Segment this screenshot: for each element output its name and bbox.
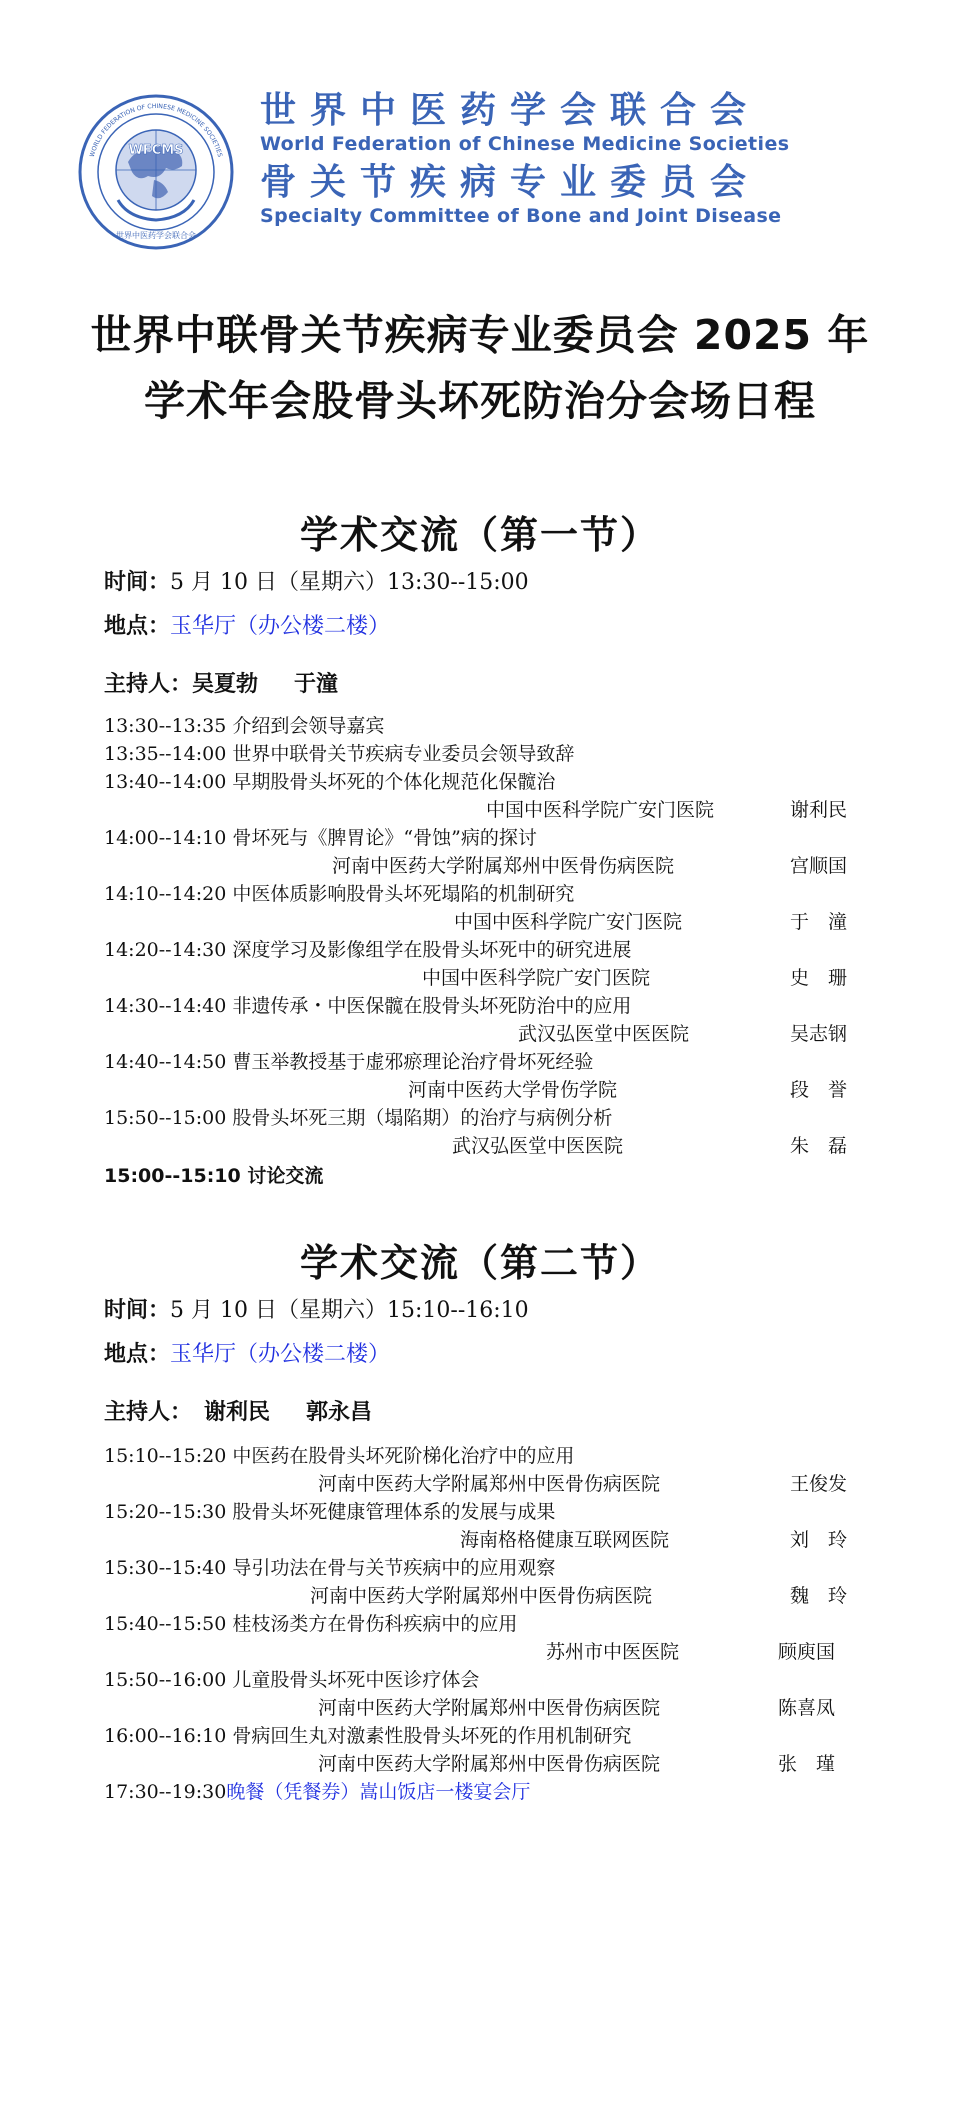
agenda-topic: 早期股骨头坏死的个体化规范化保髋治 <box>232 771 556 793</box>
agenda-time: 15:50--15:00 <box>104 1107 227 1129</box>
agenda-time: 13:30--13:35 <box>104 715 227 737</box>
agenda-affiliation: 河南中医药大学附属郑州中医骨伤病医院 <box>318 1697 661 1719</box>
agenda-speaker: 谢利民 <box>790 799 848 821</box>
agenda-speaker: 张 瑾 <box>778 1753 836 1775</box>
agenda-row <box>104 1722 631 1750</box>
agenda-speaker: 顾庾国 <box>778 1641 836 1663</box>
agenda-speaker: 段 誉 <box>790 1079 848 1101</box>
session-2-heading: 学术交流（第二节） <box>299 1240 660 1285</box>
place-value: 玉华厅（办公楼二楼） <box>170 614 391 639</box>
agenda-affiliation: 河南中医药大学附属郑州中医骨伤病医院 <box>332 855 675 877</box>
agenda-topic: 儿童股骨头坏死中医诊疗体会 <box>232 1669 480 1691</box>
page-title-line-1: 世界中联骨关节疾病专业委员会 2025 年 <box>90 311 870 359</box>
agenda-speaker: 陈喜凤 <box>778 1697 836 1719</box>
wfcms-logo <box>76 92 236 252</box>
agenda-topic: 曹玉举教授基于虚邪瘀理论治疗骨坏死经验 <box>232 1051 594 1073</box>
agenda-row <box>104 1442 574 1470</box>
agenda-time: 15:30--15:40 <box>104 1557 227 1579</box>
agenda-topic: 骨病回生丸对激素性股骨头坏死的作用机制研究 <box>232 1725 632 1747</box>
agenda-time: 13:40--14:00 <box>104 771 227 793</box>
agenda-time: 15:20--15:30 <box>104 1501 227 1523</box>
session-1-hosts <box>104 670 338 700</box>
agenda-row <box>104 936 631 964</box>
logo-bottom-text: 世界中医药学会联合会 <box>116 231 196 240</box>
agenda-affiliation: 中国中医科学院广安门医院 <box>454 911 683 933</box>
session-1-place <box>104 612 390 642</box>
agenda-time: 15:40--15:50 <box>104 1613 227 1635</box>
host-name: 郭永昌 <box>306 1400 373 1425</box>
agenda-speaker: 吴志钢 <box>790 1023 848 1045</box>
org-name-cn: 世界中医药学会联合会 <box>260 90 761 131</box>
agenda-row <box>104 992 631 1020</box>
agenda-topic: 世界中联骨关节疾病专业委员会领导致辞 <box>232 743 575 765</box>
logo-center-text: WFCMS <box>128 143 184 158</box>
agenda-row <box>104 1162 323 1190</box>
session-2-place <box>104 1340 390 1370</box>
org-name-en: World Federation of Chinese Medicine Societies <box>260 133 790 155</box>
agenda-topic: 中医药在股骨头坏死阶梯化治疗中的应用 <box>232 1445 575 1467</box>
agenda-affiliation: 武汉弘医堂中医医院 <box>452 1135 624 1157</box>
agenda-row <box>104 1048 593 1076</box>
logo-ring-text: WORLD FEDERATION OF CHINESE MEDICINE SOCIETIES <box>88 102 224 158</box>
agenda-row <box>104 1498 555 1526</box>
agenda-affiliation: 河南中医药大学骨伤学院 <box>408 1079 618 1101</box>
agenda-row <box>104 1610 517 1638</box>
agenda-topic: 导引功法在骨与关节疾病中的应用观察 <box>232 1557 556 1579</box>
agenda-row <box>104 1104 612 1132</box>
agenda-speaker: 于 潼 <box>790 911 848 933</box>
agenda-topic: 介绍到会领导嘉宾 <box>232 715 385 737</box>
agenda-row <box>104 712 384 740</box>
agenda-topic: 晚餐（凭餐券）嵩山饭店一楼宴会厅 <box>226 1781 531 1803</box>
agenda-affiliation: 中国中医科学院广安门医院 <box>422 967 651 989</box>
agenda-time: 14:10--14:20 <box>104 883 227 905</box>
time-value: 5 月 10 日（星期六）13:30--15:00 <box>170 570 529 595</box>
host-name: 吴夏勃 <box>192 672 259 697</box>
agenda-row <box>104 1778 530 1806</box>
time-value: 5 月 10 日（星期六）15:10--16:10 <box>170 1298 529 1323</box>
agenda-affiliation: 武汉弘医堂中医医院 <box>518 1023 690 1045</box>
host-name: 于潼 <box>294 672 339 697</box>
time-label: 时间： <box>104 1298 171 1323</box>
agenda-time: 17:30--19:30 <box>104 1781 227 1803</box>
place-label: 地点： <box>104 1342 171 1367</box>
agenda-topic: 讨论交流 <box>247 1165 324 1187</box>
agenda-affiliation: 河南中医药大学附属郑州中医骨伤病医院 <box>310 1585 653 1607</box>
agenda-speaker: 宫顺国 <box>790 855 848 877</box>
host-name: 谢利民 <box>204 1400 271 1425</box>
header <box>76 90 896 260</box>
agenda-topic: 骨坏死与《脾胃论》“骨蚀”病的探讨 <box>232 827 537 849</box>
agenda-time: 16:00--16:10 <box>104 1725 227 1747</box>
agenda-topic: 非遗传承・中医保髋在股骨头坏死防治中的应用 <box>232 995 632 1017</box>
agenda-row <box>104 740 574 768</box>
agenda-time: 13:35--14:00 <box>104 743 227 765</box>
time-label: 时间： <box>104 570 171 595</box>
agenda-topic: 股骨头坏死健康管理体系的发展与成果 <box>232 1501 556 1523</box>
page-title-line-2: 学术年会股骨头坏死防治分会场日程 <box>144 377 816 425</box>
agenda-affiliation: 苏州市中医医院 <box>546 1641 680 1663</box>
host-label: 主持人： <box>104 1400 193 1425</box>
agenda-speaker: 王俊发 <box>790 1473 848 1495</box>
agenda-time: 15:10--15:20 <box>104 1445 227 1467</box>
agenda-speaker: 魏 玲 <box>790 1585 848 1607</box>
agenda-affiliation: 河南中医药大学附属郑州中医骨伤病医院 <box>318 1753 661 1775</box>
agenda-topic: 股骨头坏死三期（塌陷期）的治疗与病例分析 <box>232 1107 613 1129</box>
place-value: 玉华厅（办公楼二楼） <box>170 1342 391 1367</box>
session-2-hosts <box>104 1398 372 1428</box>
agenda-time: 15:00--15:10 <box>104 1165 241 1187</box>
agenda-affiliation: 河南中医药大学附属郑州中医骨伤病医院 <box>318 1473 661 1495</box>
agenda-row <box>104 1554 555 1582</box>
host-label: 主持人： <box>104 672 193 697</box>
agenda-row <box>104 768 555 796</box>
agenda-topic: 桂枝汤类方在骨伤科疾病中的应用 <box>232 1613 518 1635</box>
committee-name-en: Specialty Committee of Bone and Joint Disease <box>260 205 782 227</box>
agenda-time: 14:00--14:10 <box>104 827 227 849</box>
agenda-affiliation: 海南格格健康互联网医院 <box>460 1529 670 1551</box>
agenda-time: 14:30--14:40 <box>104 995 227 1017</box>
place-label: 地点： <box>104 614 171 639</box>
agenda-row <box>104 824 537 852</box>
agenda-row <box>104 880 574 908</box>
agenda-time: 15:50--16:00 <box>104 1669 227 1691</box>
agenda-topic: 深度学习及影像组学在股骨头坏死中的研究进展 <box>232 939 632 961</box>
org-block <box>260 90 900 228</box>
agenda-row <box>104 1666 479 1694</box>
committee-name-cn: 骨关节疾病专业委员会 <box>260 162 761 203</box>
session-1-heading: 学术交流（第一节） <box>299 512 660 557</box>
agenda-speaker: 朱 磊 <box>790 1135 848 1157</box>
agenda-affiliation: 中国中医科学院广安门医院 <box>486 799 715 821</box>
session-2-time <box>104 1296 529 1326</box>
agenda-topic: 中医体质影响股骨头坏死塌陷的机制研究 <box>232 883 575 905</box>
agenda-speaker: 刘 玲 <box>790 1529 848 1551</box>
agenda-speaker: 史 珊 <box>790 967 848 989</box>
agenda-time: 14:40--14:50 <box>104 1051 227 1073</box>
agenda-time: 14:20--14:30 <box>104 939 227 961</box>
session-1-time <box>104 568 529 598</box>
